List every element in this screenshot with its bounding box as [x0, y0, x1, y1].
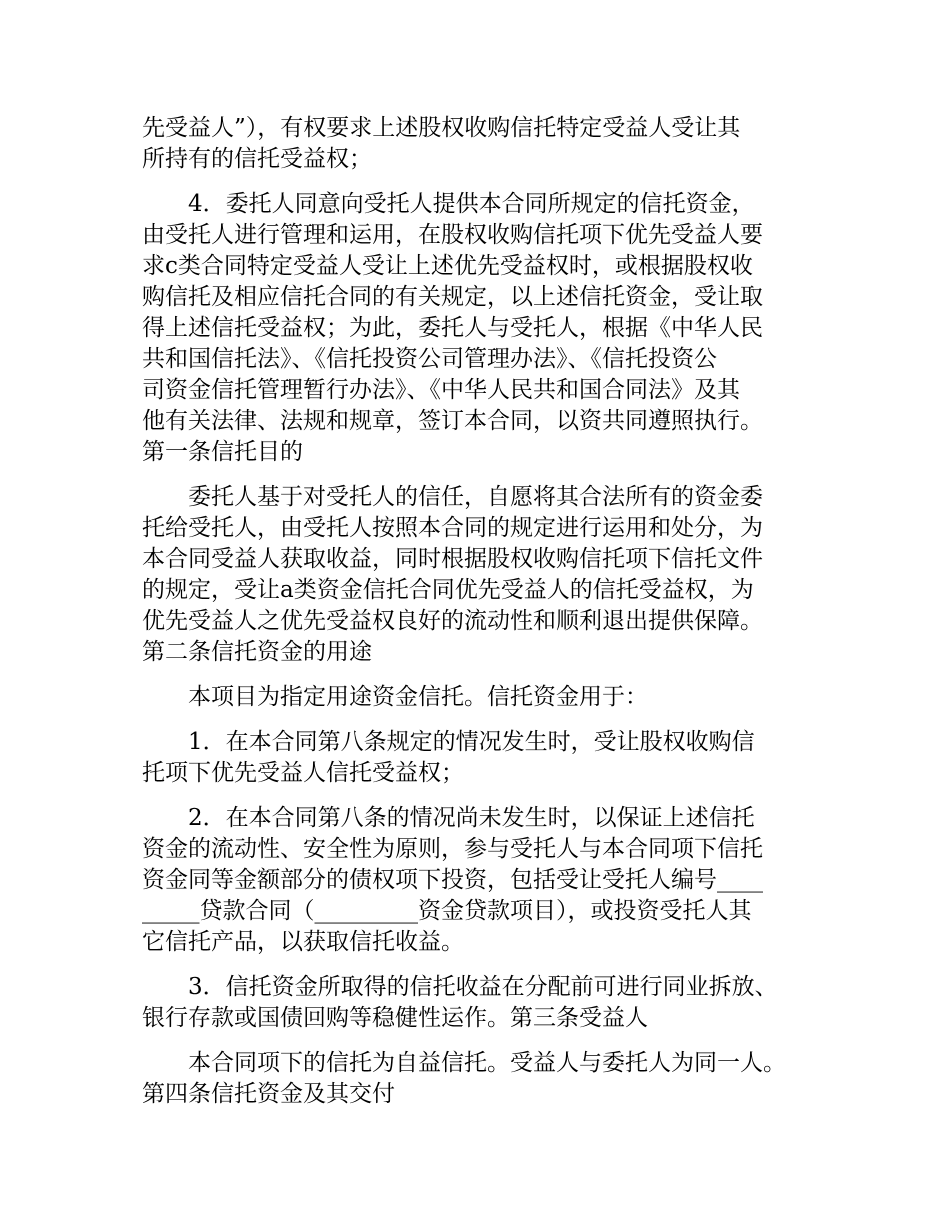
section-heading: 第一条信托目的 — [142, 439, 303, 465]
paragraph-usage-intro — [142, 682, 822, 713]
text-line: 求c类合同特定受益人受让上述优先受益权时，或根据股权收 — [142, 253, 753, 279]
text-line: 由受托人进行管理和运用，在股权收购信托项下优先受益人要 — [142, 222, 763, 248]
text-line: 本合同受益人获取收益，同时根据股权收购信托项下信托文件 — [142, 546, 763, 572]
text-line: 司资金信托管理暂行办法》、《中华人民共和国合同法》及其 — [142, 377, 740, 403]
paragraph-usage-3 — [142, 972, 822, 1034]
text-line: 1．在本合同第八条规定的情况发生时，受让股权收购信 — [188, 729, 755, 755]
paragraph-usage-2 — [142, 803, 822, 958]
text-line: 托项下优先受益人信托受益权； — [142, 760, 464, 786]
text-line: 优先受益人之优先受益权良好的流动性和顺利退出提供保障。 — [142, 608, 763, 634]
text-line: 4．委托人同意向受托人提供本合同所规定的信托资金， — [188, 191, 755, 217]
section-heading: 第四条信托资金及其交付 — [142, 1081, 395, 1107]
paragraph-item-4 — [142, 189, 822, 468]
text-line: 先受益人”），有权要求上述股权收购信托特定受益人受让其 — [142, 115, 741, 141]
text-line: 他有关法律、法规和规章，签订本合同，以资共同遵照执行。 — [142, 408, 763, 434]
paragraph-beneficiary — [142, 1048, 822, 1110]
text-line: 资金的流动性、安全性为原则，参与受托人与本合同项下信托 — [142, 836, 763, 862]
paragraph-usage-1 — [142, 727, 822, 789]
text-line: 的规定，受让a类资金信托合同优先受益人的信托受益权，为 — [142, 577, 754, 603]
section-heading: 第二条信托资金的用途 — [142, 639, 372, 665]
text-line: 3．信托资金所取得的信托收益在分配前可进行同业拆放、 — [188, 974, 778, 1000]
text-line: 本合同项下的信托为自益信托。受益人与委托人为同一人。 — [188, 1050, 786, 1076]
text-line: 本项目为指定用途资金信托。信托资金用于： — [188, 684, 648, 710]
paragraph-continuation — [142, 113, 822, 175]
paragraph-purpose — [142, 482, 822, 668]
text-line: 托给受托人，由受托人按照本合同的规定进行运用和处分，为 — [142, 515, 763, 541]
text-line: _____贷款合同（_________资金贷款项目），或投资受托人其 — [142, 898, 752, 924]
document-body — [142, 113, 822, 1124]
text-line: 委托人基于对受托人的信任，自愿将其合法所有的资金委 — [188, 484, 763, 510]
text-line: 得上述信托受益权；为此，委托人与受托人，根据《中华人民 — [142, 315, 763, 341]
text-line: 所持有的信托受益权； — [142, 146, 372, 172]
text-line: 共和国信托法》、《信托投资公司管理办法》、《信托投资公 — [142, 346, 717, 372]
text-line: 银行存款或国债回购等稳健性运作。第三条受益人 — [142, 1005, 648, 1031]
text-line: 购信托及相应信托合同的有关规定，以上述信托资金，受让取 — [142, 284, 763, 310]
text-line: 它信托产品，以获取信托收益。 — [142, 929, 464, 955]
text-line: 资金同等金额部分的债权项下投资，包括受让受托人编号____ — [142, 867, 763, 893]
text-line: 2．在本合同第八条的情况尚未发生时，以保证上述信托 — [188, 805, 755, 831]
